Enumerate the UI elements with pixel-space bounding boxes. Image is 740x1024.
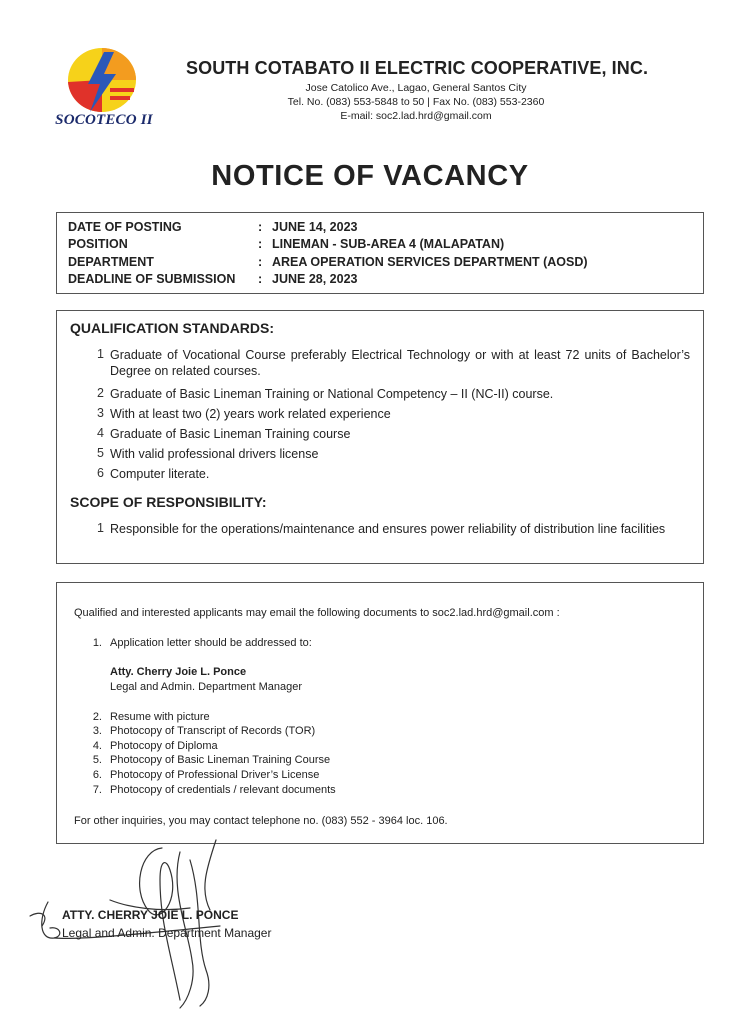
list-item: With at least two (2) years work related experience — [110, 407, 391, 421]
posting-colon: : — [258, 237, 263, 251]
list-item-number: 1. — [92, 637, 102, 649]
posting-value: LINEMAN - SUB-AREA 4 (MALAPATAN) — [272, 237, 505, 251]
posting-colon: : — [258, 255, 263, 269]
list-item-number: 2 — [97, 386, 104, 400]
organization-name: SOUTH COTABATO II ELECTRIC COOPERATIVE, INC. — [186, 58, 649, 78]
list-item-number: 6 — [97, 466, 104, 480]
organization-email: E-mail: soc2.lad.hrd@gmail.com — [340, 110, 492, 122]
addressee-title: Legal and Admin. Department Manager — [110, 681, 303, 693]
list-item-number: 6. — [92, 769, 102, 781]
list-item: Photocopy of credentials / relevant documents — [110, 784, 336, 796]
list-item: Responsible for the operations/maintenance and ensures power reliability of distribution line facilities — [110, 522, 666, 536]
list-item-number: 3 — [97, 406, 104, 420]
list-item: Photocopy of Diploma — [110, 740, 218, 752]
list-item: Photocopy of Professional Driver’s License — [110, 769, 320, 781]
list-item-number: 1 — [97, 347, 104, 361]
list-item-number: 5. — [92, 754, 102, 766]
posting-value: JUNE 28, 2023 — [272, 272, 358, 286]
posting-label: POSITION — [68, 237, 128, 251]
scope-heading: SCOPE OF RESPONSIBILITY: — [70, 494, 267, 510]
addressee-name: Atty. Cherry Joie L. Ponce — [110, 666, 247, 678]
posting-label: DEPARTMENT — [68, 255, 154, 269]
list-item: Resume with picture — [110, 711, 210, 723]
signatory-name: ATTY. CHERRY JOIE L. PONCE — [62, 908, 239, 922]
list-item: Graduate of Basic Lineman Training or National Competency – II (NC-II) course. — [110, 387, 554, 401]
list-item: Computer literate. — [110, 467, 210, 481]
list-item: With valid professional drivers license — [110, 447, 319, 461]
inquiries-text: For other inquiries, you may contact telephone no. (083) 552 - 3964 loc. 106. — [74, 815, 448, 827]
list-item: Graduate of Vocational Course preferably Electrical Technology or with at least 72 units of Bachelor’s Degree on related courses. — [110, 348, 690, 378]
handwritten-signature-icon — [20, 830, 280, 1020]
application-intro: Qualified and interested applicants may email the following documents to soc2.lad.hrd@gmail.com : — [74, 607, 560, 619]
page-title: NOTICE OF VACANCY — [211, 160, 529, 192]
organization-phone: Tel. No. (083) 553-5848 to 50 | Fax No. (083) 553-2360 — [287, 96, 545, 108]
list-item: Graduate of Basic Lineman Training course — [110, 427, 351, 441]
list-item-number: 1 — [97, 521, 104, 535]
list-item-number: 4. — [92, 740, 102, 752]
organization-address: Jose Catolico Ave., Lagao, General Santos City — [305, 82, 527, 94]
posting-value: JUNE 14, 2023 — [272, 220, 358, 234]
signatory-title: Legal and Admin. Department Manager — [62, 926, 272, 940]
posting-value: AREA OPERATION SERVICES DEPARTMENT (AOSD) — [272, 255, 588, 269]
list-item: Photocopy of Basic Lineman Training Course — [110, 754, 331, 766]
posting-label: DATE OF POSTING — [68, 220, 182, 234]
qualifications-heading: QUALIFICATION STANDARDS: — [70, 320, 275, 336]
logo-text: SOCOTECO II — [55, 112, 153, 128]
list-item-number: 7. — [92, 784, 102, 796]
list-item: Photocopy of Transcript of Records (TOR) — [110, 725, 316, 737]
list-item: Application letter should be addressed to: — [110, 637, 312, 649]
list-item-number: 3. — [92, 725, 102, 737]
posting-colon: : — [258, 272, 263, 286]
posting-colon: : — [258, 220, 263, 234]
list-item-number: 2. — [92, 711, 102, 723]
list-item-number: 4 — [97, 426, 104, 440]
posting-label: DEADLINE OF SUBMISSION — [68, 272, 236, 286]
list-item-number: 5 — [97, 446, 104, 460]
